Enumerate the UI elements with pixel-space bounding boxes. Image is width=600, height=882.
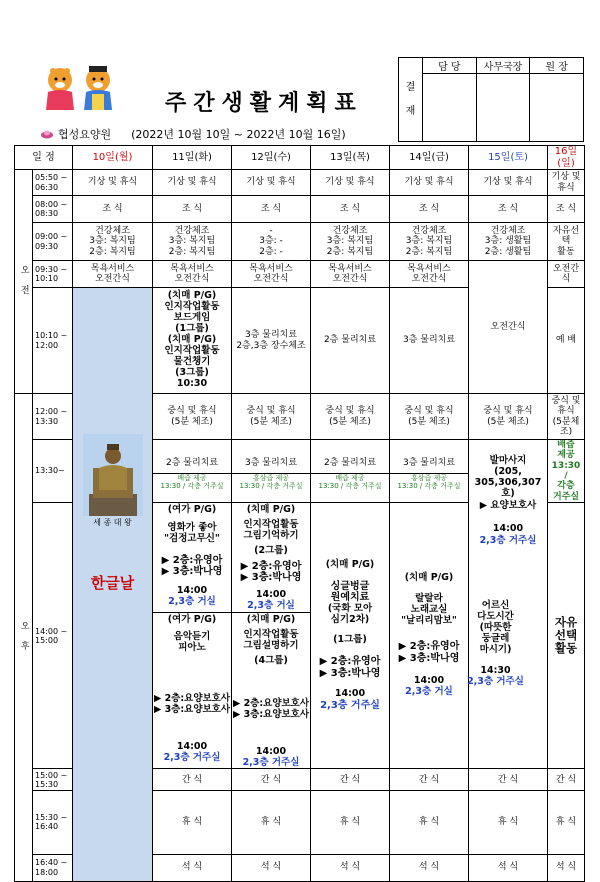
- time-slot: 09:00 ~ 09:30: [33, 223, 73, 261]
- time-slot: 13:30~: [33, 440, 73, 503]
- cell-bath: 목욕서비스 오전간식: [390, 261, 469, 288]
- cell-snack: 간 식: [153, 769, 232, 791]
- day-header-mon: 10일(월): [73, 146, 153, 170]
- cell-snack: 간 식: [390, 769, 469, 791]
- cell-pt-thu: 2층 물리치료 배즙 제공 13:30 / 각층 거주실: [311, 440, 390, 503]
- cell-program-wed-pm: (치매 P/G) 인지작업활동 그림기억하기 (2그룹) ▶ 2층:유영아 ▶ 3층:박나영 14:00 2,3층 거실 (치매 P/G) 인지작업활동 그림설명하기 (4그룹) ▶ 2층:요양보호사 ▶ 3층:요양보호사 14:00 2,3층 거주실: [232, 504, 310, 768]
- day-header-sat: 15일(토): [469, 146, 548, 170]
- cell-lunch: 중식 및 휴식 (5분 체조): [232, 394, 311, 440]
- cell-wake: 기상 및 휴식: [469, 170, 548, 196]
- cell-bath: 목욕서비스 오전간식: [232, 261, 311, 288]
- cell-program-sun-pm: 자유 선택 활동: [548, 503, 585, 769]
- cell-rest: 휴 식: [153, 791, 232, 854]
- cell-bath: 목욕서비스 오전간식: [73, 261, 153, 288]
- cell-dinner: 석 식: [548, 854, 585, 881]
- holiday-caption: 세 종 대 왕: [93, 518, 132, 527]
- approval-sign-staff[interactable]: [423, 74, 477, 142]
- cell-program-thu-pm: (치매 P/G) 싱글벙글 원예치료 (국화 모아 심기2차) (1그룹) ▶ 2층:유영아 ▶ 3층:박나영 14:00 2,3층 거주실: [311, 503, 390, 769]
- cell-program-wed-am: 3층 물리치료 2층,3층 장수체조: [232, 288, 311, 394]
- cell-health-mon: 건강체조 3층: 복지팀 2층: 복지팀: [73, 223, 153, 261]
- cell-breakfast: 조 식: [311, 196, 390, 223]
- cell-rest: 휴 식: [232, 791, 311, 854]
- approval-col-director: 원 장: [530, 58, 584, 74]
- cell-program-thu-am: 2층 물리치료: [311, 288, 390, 394]
- cell-morning-snack-sun: 오전간식: [548, 261, 585, 288]
- cell-breakfast: 조 식: [232, 196, 311, 223]
- cell-breakfast: 조 식: [153, 196, 232, 223]
- day-header-sun: 16일(일): [548, 146, 585, 170]
- cell-program-fri-pm: (치매 P/G) 랄랄라 노래교실 "날리리맘보" ▶ 2층:유영아 ▶ 3층:박나영 14:00 2,3층 거실: [390, 503, 469, 769]
- schedule-table: [14, 145, 585, 882]
- cell-wake-sun: 기상 및 휴식: [548, 170, 585, 196]
- approval-side-label: 결 재: [399, 58, 423, 142]
- time-slot: 15:00 ~ 15:30: [33, 769, 73, 791]
- approval-col-manager: 사무국장: [476, 58, 530, 74]
- cell-breakfast: 조 식: [73, 196, 153, 223]
- cell-health-sat: 건강체조 3층: 생활팀 2층: 생활팀: [469, 223, 548, 261]
- cell-program-fri-am: 3층 물리치료: [390, 288, 469, 394]
- cell-rest: 휴 식: [548, 791, 585, 854]
- cell-lunch: 중식 및 휴식 (5분 체조): [469, 394, 548, 440]
- cell-program-sat-pm1: 발마사지 (205, 305,306,307 호) ▶ 요양보호사 14:00 2,3층 거주실: [469, 440, 548, 769]
- cell-snack: 간 식: [548, 769, 585, 791]
- approval-sign-manager[interactable]: [476, 74, 530, 142]
- time-slot: 16:40 ~ 18:00: [33, 854, 73, 881]
- approval-box: [398, 57, 584, 142]
- label-col-header: 일 정: [15, 146, 73, 170]
- day-header-wed: 12일(수): [232, 146, 311, 170]
- tiger-mascot-icon: [40, 64, 120, 112]
- facility-name: 협성요양원: [58, 128, 112, 141]
- flower-logo-icon: [40, 129, 54, 139]
- am-label: 오 전: [15, 170, 33, 394]
- statue-sejong-icon: [83, 434, 143, 516]
- cell-rest: 휴 식: [390, 791, 469, 854]
- cell-wake: 기상 및 휴식: [232, 170, 311, 196]
- cell-dinner: 석 식: [153, 854, 232, 881]
- cell-dinner: 석 식: [390, 854, 469, 881]
- cell-snack: 간 식: [311, 769, 390, 791]
- cell-rest: 휴 식: [469, 791, 548, 854]
- cell-rest: 휴 식: [311, 791, 390, 854]
- facility-line: [40, 126, 346, 142]
- cell-dinner: 석 식: [232, 854, 311, 881]
- time-slot: 10:10 ~ 12:00: [33, 288, 73, 394]
- cell-snack: 간 식: [469, 769, 548, 791]
- cell-health-fri: 건강체조 3층: 복지팀 2층: 복지팀: [390, 223, 469, 261]
- page-title: 주간생활계획표: [165, 91, 363, 116]
- cell-snack: 간 식: [232, 769, 311, 791]
- cell-dinner: 석 식: [469, 854, 548, 881]
- time-slot: 15:30 ~ 16:40: [33, 791, 73, 854]
- cell-lunch-sun: 중식 및 휴식 (5분체조): [548, 394, 585, 440]
- pm-label: 오 후: [15, 394, 33, 882]
- cell-health-tue: 건강체조 3층: 복지팀 2층: 복지팀: [153, 223, 232, 261]
- approval-col-staff: 담 당: [423, 58, 477, 74]
- day-header-thu: 13일(목): [311, 146, 390, 170]
- day-header-tue: 11일(화): [153, 146, 232, 170]
- cell-program-tue-am: (치매 P/G) 인지작업활동 보드게임 (1그룹) (치매 P/G) 인지작업활동 물건챙기 (3그룹) 10:30: [153, 288, 232, 394]
- cell-dinner: 석 식: [311, 854, 390, 881]
- cell-program-sat-pm2: 어르신 다도시간 (따뜻한 둥글레 마시기) 14:30 2,3층 거주실: [467, 600, 524, 687]
- cell-snack-sun: 배즙 제공 13:30 / 각층 거주실: [548, 440, 585, 503]
- time-slot: 12:00 ~ 13:30: [33, 394, 73, 440]
- cell-lunch: 중식 및 휴식 (5분 체조): [390, 394, 469, 440]
- cell-wake: 기상 및 휴식: [390, 170, 469, 196]
- time-slot: 08:00 ~ 08:30: [33, 196, 73, 223]
- day-header-fri: 14일(금): [390, 146, 469, 170]
- cell-pt-tue: 2층 물리치료 배즙 제공 13:30 / 각층 거주실: [153, 440, 232, 503]
- cell-wake: 기상 및 휴식: [153, 170, 232, 196]
- cell-morning-snack-sat: 오전간식: [469, 261, 548, 394]
- time-slot: 05:50 ~ 06:30: [33, 170, 73, 196]
- period-range: (2022년 10월 10일 ~ 2022년 10월 16일): [131, 128, 346, 141]
- approval-sign-director[interactable]: [530, 74, 584, 142]
- cell-worship-sun: 예 배: [548, 288, 585, 394]
- cell-pt-fri: 3층 물리치료 홍삼즙 제공 13:30 / 각층 거주실: [390, 440, 469, 503]
- cell-health-sun: 자유선택 활동: [548, 223, 585, 261]
- cell-holiday-mon: [73, 288, 153, 882]
- time-slot: 14:00 ~ 15:00: [33, 503, 73, 769]
- cell-program-tue-pm: (여가 P/G) 영화가 좋아 "검정고무신" ▶ 2층:유영아 ▶ 3층:박나영 14:00 2,3층 거실 (여가 P/G) 음악듣기 피아노 ▶ 2층:요양보호사 ▶ 3층:요양보호사 14:00 2,3층 거주실: [153, 503, 232, 769]
- cell-breakfast: 조 식: [390, 196, 469, 223]
- cell-bath: 목욕서비스 오전간식: [153, 261, 232, 288]
- cell-wake: 기상 및 휴식: [73, 170, 153, 196]
- cell-health-thu: 건강체조 3층: 복지팀 2층: 복지팀: [311, 223, 390, 261]
- cell-pt-wed: 3층 물리치료 홍삼즙 제공 13:30 / 각층 거주실: [232, 440, 311, 503]
- cell-wake: 기상 및 휴식: [311, 170, 390, 196]
- time-slot: 09:30 ~ 10:10: [33, 261, 73, 288]
- cell-lunch: 중식 및 휴식 (5분 체조): [153, 394, 232, 440]
- holiday-label: 한글날: [90, 574, 135, 593]
- cell-lunch: 중식 및 휴식 (5분 체조): [311, 394, 390, 440]
- cell-health-wed: - 3층: - 2층: -: [232, 223, 311, 261]
- cell-bath: 목욕서비스 오전간식: [311, 261, 390, 288]
- cell-breakfast: 조 식: [469, 196, 548, 223]
- cell-breakfast: 조 식: [548, 196, 585, 223]
